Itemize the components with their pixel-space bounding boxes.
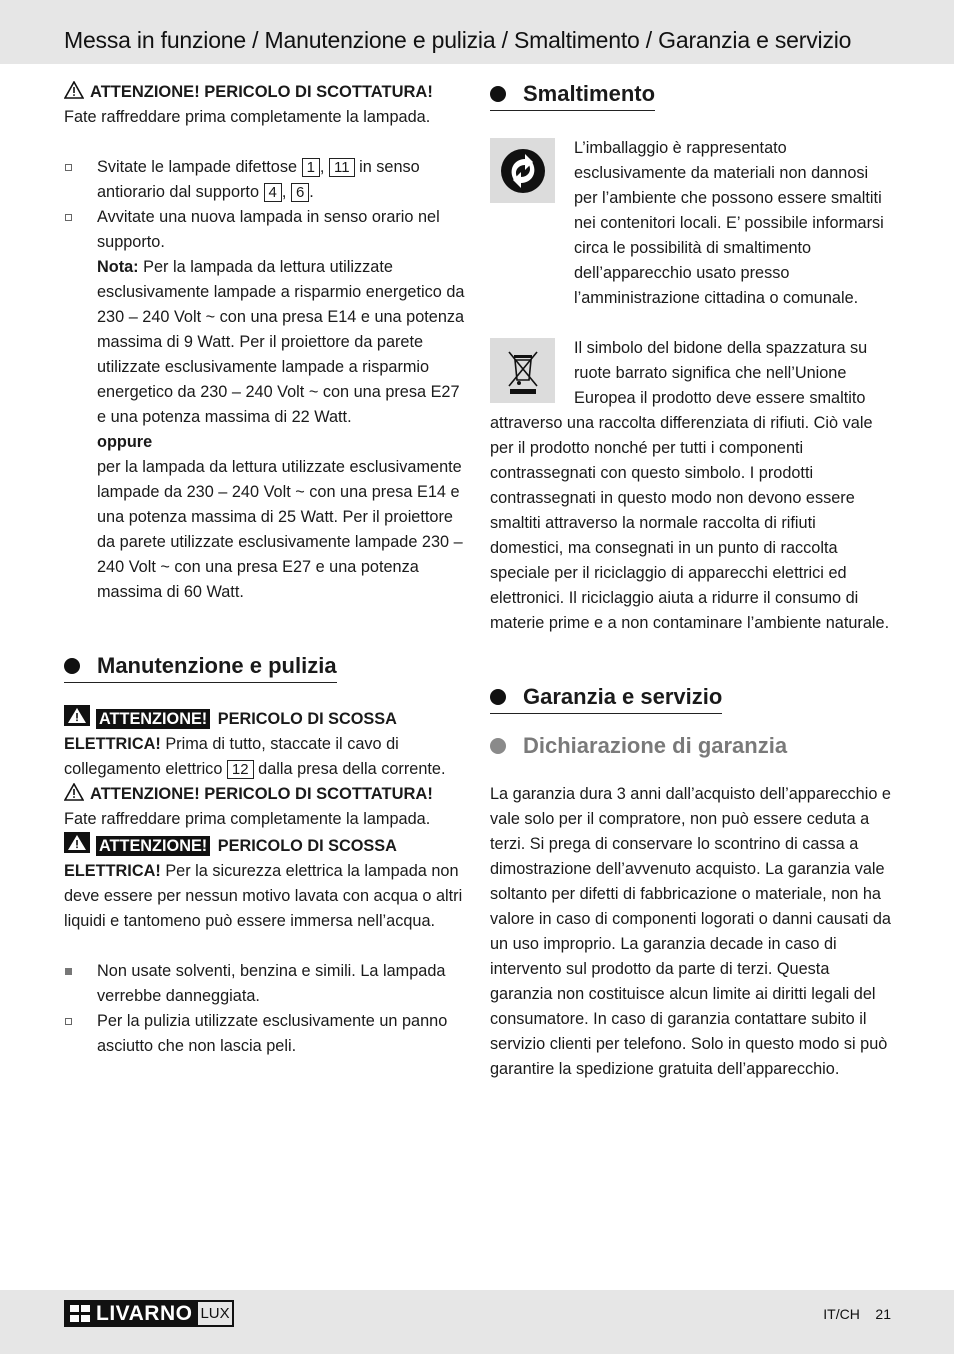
bullet-dot-icon: [64, 658, 80, 674]
burn-warning-2-body: Fate raffreddare prima completamente la lampada.: [64, 810, 431, 828]
note-paragraph: Nota: Per la lampada da lettura utilizzate esclusivamente lampade a risparmio energetico da 230 – 240 Volt ~ con una presa E14 e una potenza massima di 9 Watt. Per il proiettore da parete utilizzate esclusivamente lampade a risparmio energetico da 230 – 240 Volt ~ con una presa E27 e una potenza massima di 22 Watt.: [97, 258, 465, 426]
page-number: 21: [875, 1306, 891, 1322]
subsection-heading-warranty-declaration: Dichiarazione di garanzia: [490, 732, 787, 762]
left-column: [64, 80, 466, 1059]
bullet-filled-icon: [65, 968, 72, 975]
warning-triangle-icon: [64, 81, 84, 99]
bullet-dot-icon: [490, 689, 506, 705]
list-item: Per la pulizia utilizzate esclusivamente un panno asciutto che non lascia peli.: [64, 1009, 466, 1059]
section-heading-maintenance: Manutenzione e pulizia: [64, 652, 337, 683]
crossed-bin-icon: [490, 338, 555, 403]
page-footer: [0, 1290, 954, 1354]
oppure-label: oppure: [97, 433, 153, 451]
bullet-dot-icon: [490, 738, 506, 754]
warranty-paragraph: La garanzia dura 3 anni dall’acquisto dell’apparecchio e vale solo per il compratore, non può essere ceduta a terzi. Si prega di conservare lo scontrino di cassa a dimostrazione dell’avvenuto acquisto. La garanzia vale soltanto per difetti di fabbricazione o materiale, non ha valore in caso di componenti logorati o danni causati da un uso improprio. La garanzia decade in caso di intervento sul prodotto da parte di terzi. Questa garanzia non costituisce alcun limite ai diritti legali del consumatore. In caso di garanzia contattare subito il servizio clienti per telefono. Solo in questo modo si può garantire la spedizione gratuita dell’apparecchio.: [490, 785, 891, 1078]
page-info: IT/CH 21: [823, 1306, 891, 1322]
recycle-paragraph: L’imballaggio è rappresentato esclusivamente da materiali non dannosi per l’ambiente che possono essere smaltiti nei contenitori locali. E’ possibile informarsi circa le possibilità di smaltimento dell’apparecchio usato presso l’amministrazione cittadina o comunale.: [574, 139, 884, 307]
section-heading-warranty: Garanzia e servizio: [490, 683, 722, 714]
shock-warning: ATTENZIONE! PERICOLO DI SCOSSA ELETTRICA! Prima di tutto, staccate il cavo di collegamento elettrico 12 dalla presa della corrente.: [64, 705, 466, 782]
burn-warning-2: ATTENZIONE! PERICOLO DI SCOTTATURA!: [64, 782, 466, 807]
section-heading-disposal: Smaltimento: [490, 80, 655, 111]
list-item: Svitate le lampade difettose 1 , 11 in senso antiorario dal supporto 4 , 6 .: [64, 155, 466, 205]
list-item: Non usate solventi, benzina e simili. La lampada verrebbe danneggiata.: [64, 959, 466, 1009]
right-column: [490, 80, 892, 1082]
list-item: Avvitate una nuova lampada in senso orario nel supporto.: [64, 205, 466, 255]
oppure-paragraph: per la lampada da lettura utilizzate esclusivamente lampade da 230 – 240 Volt ~ con una presa E14 e una potenza massima di 25 Watt. Per il proiettore da parete utilizzate esclusivamente lampade 230 – 240 Volt ~ con una presa E27 e una potenza massima di 60 Watt.: [97, 458, 463, 601]
warning-triangle-filled-icon: [64, 705, 90, 726]
bullet-icon: [65, 1018, 72, 1025]
bullet-icon: [65, 214, 72, 221]
recycle-block: [490, 136, 892, 311]
bullet-icon: [65, 164, 72, 171]
livarno-lux-logo: LIVARNO LUX: [64, 1300, 234, 1327]
shock-warning-2: ATTENZIONE! PERICOLO DI SCOSSA ELETTRICA! Per la sicurezza elettrica la lampada non deve essere per nessun motivo lavata con acqua o altri liquidi e tantomeno può essere immersa nell’acqua.: [64, 832, 466, 934]
page-title: Messa in funzione / Manutenzione e pulizia / Smaltimento / Garanzia e servizio: [64, 27, 852, 53]
logo-grid-icon: [70, 1305, 92, 1323]
warning-triangle-filled-icon: [64, 832, 90, 853]
green-dot-recycle-icon: [490, 138, 555, 203]
burn-warning-body: Fate raffreddare prima completamente la lampada.: [64, 108, 431, 126]
weee-block: [490, 336, 892, 636]
warning-triangle-icon: [64, 783, 84, 801]
bullet-dot-icon: [490, 86, 506, 102]
page-header: [0, 0, 954, 64]
weee-paragraph: Il simbolo del bidone della spazzatura su ruote barrato significa che nell’Unione Europea il prodotto deve essere smaltito attraverso una raccolta differenziata di rifiuti. Ciò vale per il prodotto nonché per tutti i componenti contrassegnati con questo simbolo. I prodotti contrassegnati in questo modo non devono essere smaltiti attraverso la normale raccolta di rifiuti domestici, ma consegnati in un punto di raccolta speciale per il riciclaggio di apparecchi elettrici ed elettronici. Il riciclaggio aiuta a ridurre il consumo di materie prime e a non contaminare l’ambiente naturale.: [490, 339, 890, 632]
burn-warning: ATTENZIONE! PERICOLO DI SCOTTATURA!: [64, 80, 466, 105]
